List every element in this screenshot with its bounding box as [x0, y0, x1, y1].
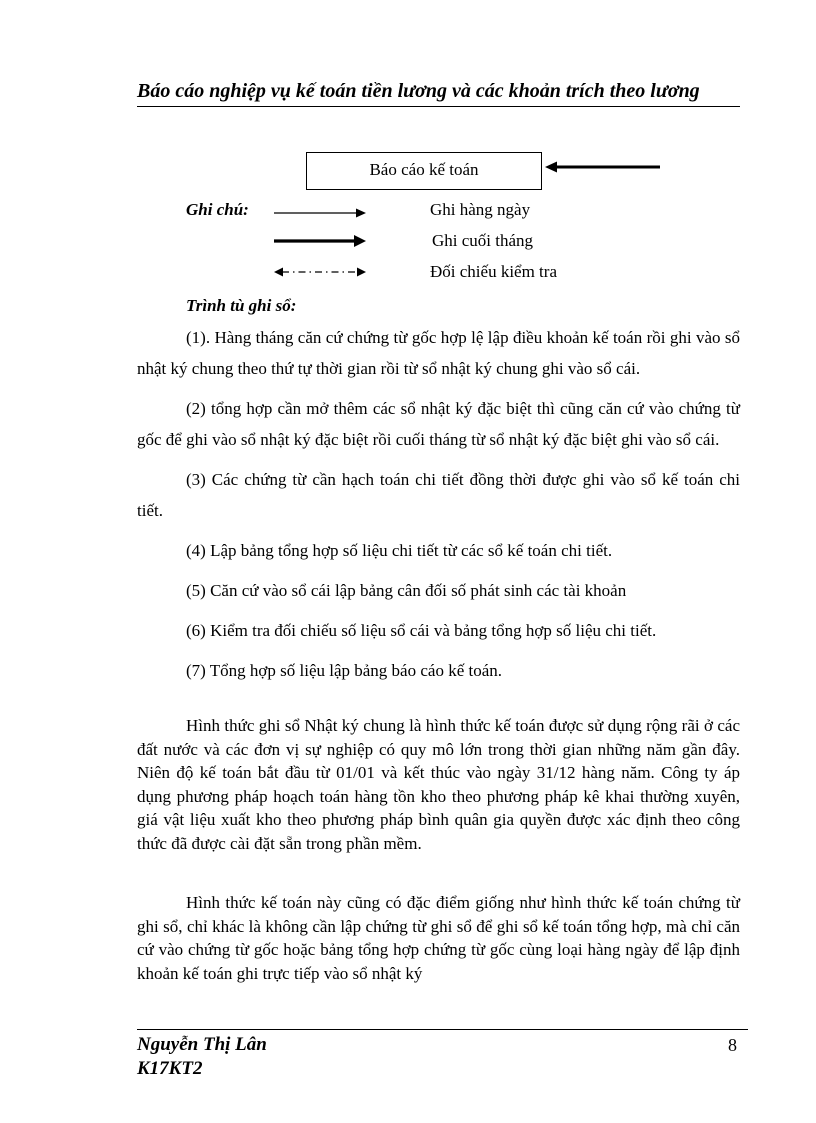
- dash-dot-double-arrow-icon: [274, 266, 366, 278]
- incoming-thick-arrow-icon: [545, 160, 660, 174]
- legend-title: Ghi chú:: [186, 200, 249, 219]
- body-paragraph: Hình thức kế toán này cũng có đặc điểm giống như hình thức kế toán chứng từ ghi sổ, chỉ khác là không cần lập chứng từ ghi sổ để ghi sổ kế toán tổng hợp, mà chỉ căn cứ vào chứng từ gốc hoặc bảng tổng hợp chứng từ gốc cùng loại hàng ngày để lập định khoản kế toán ghi trực tiếp vào sổ nhật ký: [137, 893, 740, 983]
- thick-arrow-icon: [274, 234, 366, 248]
- step-item: (3) Các chứng từ cần hạch toán chi tiết đồng thời được ghi vào sổ kế toán chi tiết.: [137, 470, 740, 520]
- thin-arrow-icon: [274, 207, 366, 219]
- legend-label-month-end: Ghi cuối tháng: [432, 231, 534, 250]
- sequence-title: Trình tù ghi sổ:: [186, 296, 297, 315]
- footer-class: K17KT2: [137, 1058, 203, 1079]
- legend-label-daily: Ghi hàng ngày: [430, 200, 531, 219]
- step-item: (6) Kiểm tra đối chiếu số liệu sổ cái và bảng tổng hợp số liệu chi tiết.: [186, 621, 657, 640]
- accounting-report-box: Báo cáo kế toán: [306, 152, 542, 190]
- step-item: (1). Hàng tháng căn cứ chứng từ gốc hợp lệ lập điều khoản kế toán rồi ghi vào sổ nhật ký chung theo thứ tự thời gian rồi từ sổ nhật ký chung ghi vào sổ cái.: [137, 328, 740, 378]
- footer-author: Nguyễn Thị Lân: [137, 1034, 267, 1055]
- step-item: (2) tổng hợp cần mở thêm các sổ nhật ký đặc biệt thì cũng căn cứ vào chứng từ gốc để ghi vào sổ nhật ký đặc biệt rồi cuối tháng từ sổ nhật ký đặc biệt ghi vào sổ cái.: [137, 399, 740, 449]
- legend-label-reconcile: Đối chiếu kiểm tra: [430, 262, 557, 281]
- sequence-steps: [137, 322, 740, 695]
- page-number: 8: [728, 1035, 737, 1055]
- step-item: (7) Tổng hợp số liệu lập bảng báo cáo kế toán.: [186, 661, 503, 680]
- page-header-title: Báo cáo nghiệp vụ kế toán tiền lương và các khoản trích theo lương: [137, 80, 740, 107]
- footer-divider: [137, 1029, 748, 1030]
- step-item: (5) Căn cứ vào sổ cái lập bảng cân đối số phát sinh các tài khoản: [186, 581, 627, 600]
- body-paragraph: Hình thức ghi sổ Nhật ký chung là hình thức kế toán được sử dụng rộng rãi ở các đất nước và các đơn vị sự nghiệp có quy mô lớn trong thời gian những năm gần đây. Niên độ kế toán bắt đầu từ 01/01 và kết thúc vào ngày 31/12 hàng năm. Công ty áp dụng phương pháp hoạch toán hàng tồn kho theo phương pháp kê khai thường xuyên, giá vật liệu xuất kho theo phương pháp bình quân gia quyền được xác định theo công thức đã được cài đặt sẵn trong phần mềm.: [137, 716, 740, 853]
- step-item: (4) Lập bảng tổng hợp số liệu chi tiết từ các sổ kế toán chi tiết.: [186, 541, 613, 560]
